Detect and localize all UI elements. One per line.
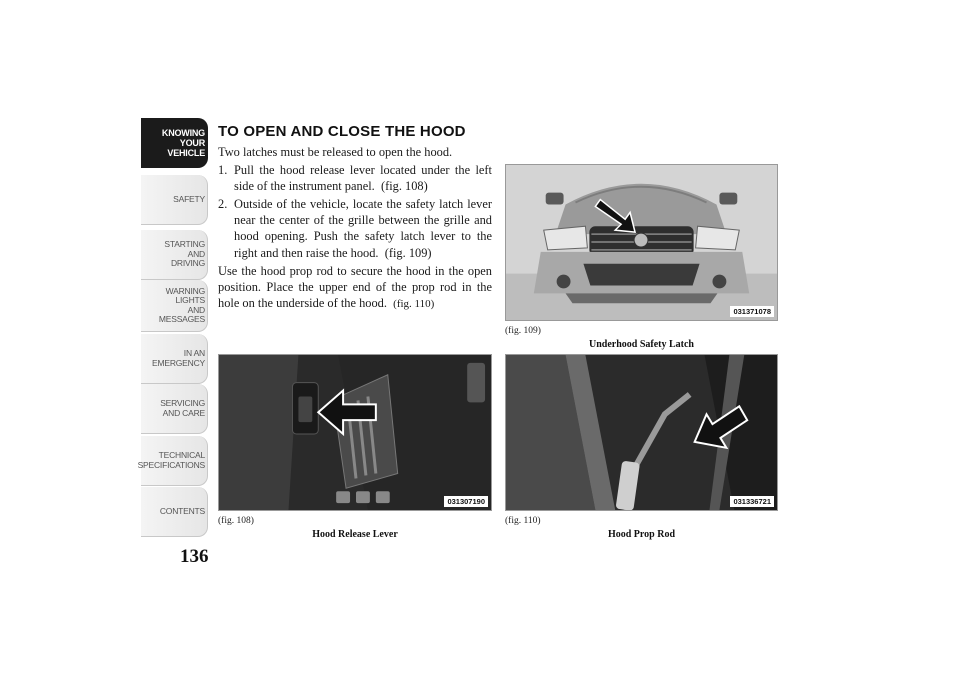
tab-servicing-and-care[interactable]: [141, 384, 208, 434]
tab-label: TECHNICAL SPECIFICATIONS: [137, 450, 205, 470]
figure-caption: Hood Prop Rod: [607, 529, 676, 540]
tab-label: IN AN EMERGENCY: [152, 348, 205, 368]
figure-108: [218, 354, 492, 511]
figure-caption: Hood Release Lever: [312, 529, 398, 540]
figure-label: (fig. 108): [218, 516, 254, 526]
step-1: [218, 162, 492, 194]
tab-label: SAFETY: [173, 193, 205, 204]
step-2: [218, 196, 492, 260]
step-body: Outside of the vehicle, locate the safety latch lever near the center of the grille between the grille and hood opening. Push the safety latch lever to the right and then raise the hood.: [234, 197, 492, 260]
tab-label: KNOWING YOUR VEHICLE: [161, 127, 205, 158]
tab-label: WARNING LIGHTS AND MESSAGES: [158, 285, 205, 324]
figure-label: (fig. 110): [505, 516, 541, 526]
step-text: [234, 162, 492, 194]
tab-safety[interactable]: [141, 175, 208, 225]
page-number: 136: [180, 546, 209, 567]
tab-contents[interactable]: [141, 487, 208, 537]
fig-ref-link[interactable]: (fig. 108): [380, 179, 428, 194]
tab-label: SERVICING AND CARE: [160, 398, 205, 418]
step-body: Pull the hood release lever located under the left side of the instrument panel.: [234, 163, 492, 194]
step-number: 1.: [218, 163, 228, 178]
figure-code: 031336721: [730, 496, 774, 507]
fig-ref-link[interactable]: (fig. 109): [384, 245, 432, 260]
figure-109: [505, 164, 778, 321]
tab-knowing-your-vehicle[interactable]: [141, 118, 208, 168]
closing-text: [218, 263, 492, 312]
tab-technical-specifications[interactable]: [137, 436, 208, 486]
fig-ref-link[interactable]: (fig. 110): [393, 297, 435, 310]
figure-code: 031307190: [444, 496, 488, 507]
figure-code: 031371078: [730, 306, 774, 317]
tab-label: CONTENTS: [159, 505, 205, 516]
figure-label: (fig. 109): [505, 326, 541, 336]
step-text: [234, 196, 492, 260]
tab-in-an-emergency[interactable]: [141, 334, 208, 384]
tab-starting-and-driving[interactable]: [141, 230, 208, 280]
closing-body: Use the hood prop rod to secure the hood in the open position. Place the upper end of the prop rod in the hole on the underside of the hood.: [218, 263, 492, 310]
figure-110: [505, 354, 778, 511]
step-number: 2.: [218, 197, 228, 212]
prop-rod-illustration: [506, 355, 777, 510]
section-body: [218, 144, 492, 314]
hood-release-illustration: [219, 355, 491, 510]
section-heading: TO OPEN AND CLOSE THE HOOD: [218, 123, 466, 140]
figure-caption: Underhood Safety Latch: [588, 339, 694, 350]
tab-warning-lights[interactable]: [141, 280, 208, 332]
car-front-illustration: [506, 165, 777, 320]
tab-label: STARTING AND DRIVING: [164, 239, 205, 269]
intro-text: Two latches must be released to open the hood.: [218, 145, 453, 159]
